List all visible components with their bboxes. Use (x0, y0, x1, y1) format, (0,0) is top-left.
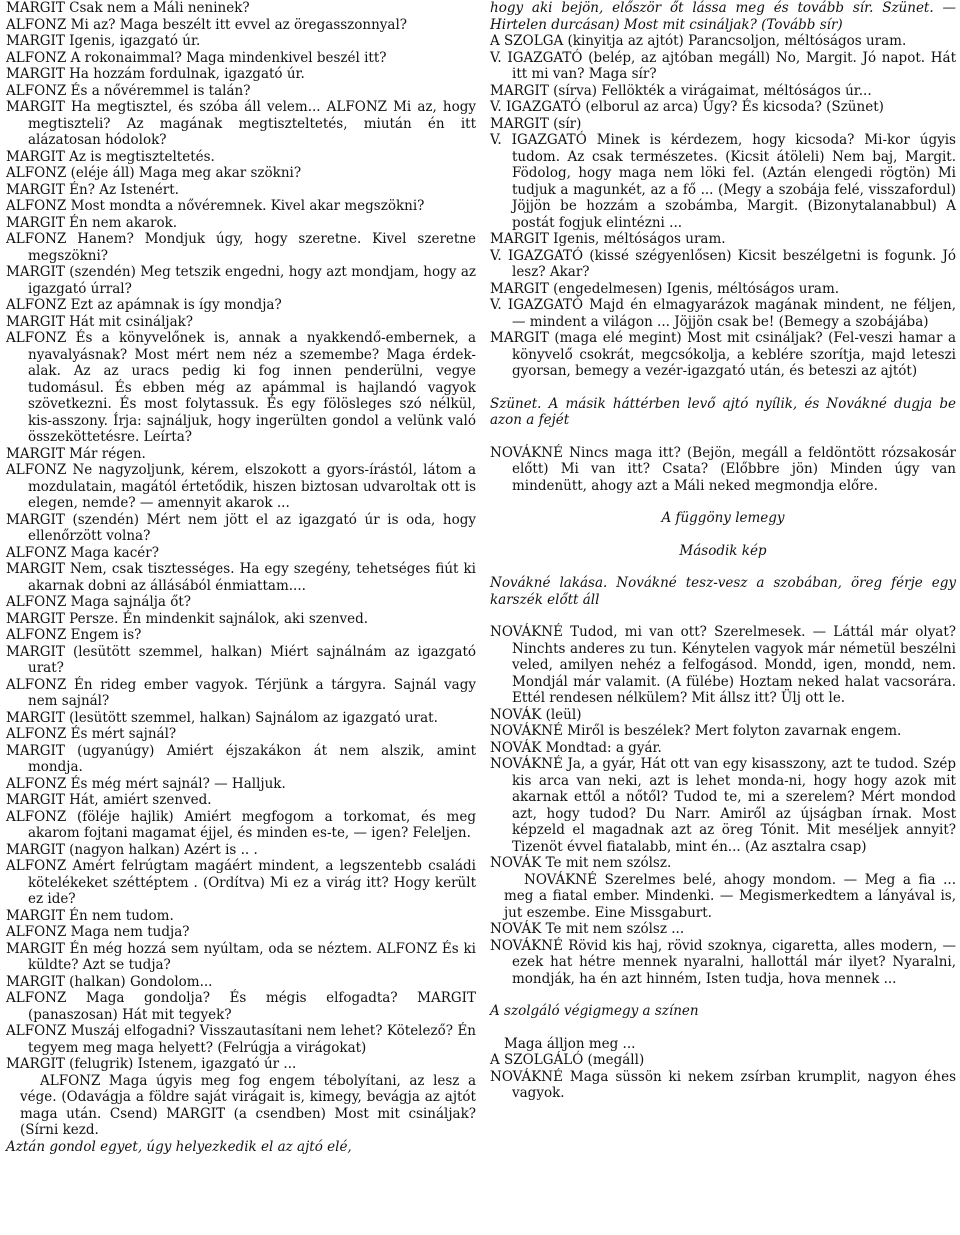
line: ALFONZ Ne nagyzoljunk, kérem, elszokott a gyors-írástól, látom a mozdulatain, magától értetődik, hiszen biztosan udvaroltak ott is elegen, nemde? — amennyit akarok ... (6, 462, 476, 511)
line: MARGIT (nagyon halkan) Azért is .. . (6, 841, 258, 858)
line: hogy aki bejön, először őt lássa meg és tovább sír. Szünet. — Hirtelen durcásan) Most mit csináljak? (Tovább sír) (490, 0, 956, 33)
line: ALFONZ Engem is? (6, 627, 142, 643)
line: MARGIT Csak nem a Máli neninek? (6, 0, 250, 16)
line: Maga álljon meg ... (504, 1035, 636, 1052)
line: NOVÁKNÉ Nincs maga itt? (Bejön, megáll a feldöntött rózsakosár előtt) Mi van itt? Csata? (Előbbre jön) Minden úgy van mindenütt, ahogy azt a Máli neked megmondja előre. (490, 444, 956, 494)
line: ALFONZ És a könyvelőnek is, annak a nyakkendő-embernek, a nyavalyásnak? Most mért nem néz a szemembe? Maga érdek-alak. Az az uracs pedig ki fog innen penderülni, vegye tudomásul. És ebben még az apámmal is hajlandó vagyok szövetkezni. És most folytassuk. És egy fölösleges szó nélkül, kis-asszony. Írja: sajnáljuk, hogy ingerülten gondol a velünk való összeköttetésre. Leírta? (6, 330, 476, 445)
line: MARGIT (szendén) Meg tetszik engedni, hogy azt mondjam, hogy az igazgató úrral? (6, 264, 476, 297)
line: NOVÁK Te mit nem szólsz ... (490, 921, 685, 937)
line: MARGIT (ugyanúgy) Amiért éjszakákon át nem alszik, amint mondja. (6, 742, 476, 775)
line: MARGIT Persze. Én mindenkit sajnálok, aki szenved. (6, 610, 369, 627)
stage-direction: Szünet. A másik háttérben levő ajtó nyílik, és Novákné dugja be azon a fejét (490, 395, 956, 428)
line: ALFONZ És a nővéremmel is talán? (6, 82, 251, 99)
line: ALFONZ Maga sajnálja őt? (6, 594, 192, 610)
line: ALFONZ És mért sajnál? (6, 726, 177, 742)
line: MARGIT Ha hozzám fordulnak, igazgató úr. (6, 66, 305, 82)
left-column (6, 0, 476, 1155)
line: A SZOLGA (kinyitja az ajtót) Parancsoljon, méltóságos uram. (490, 33, 907, 49)
line: MARGIT (maga elé megint) Most mit csináljak? (Fel-veszi hamar a könyvelő csokrát, megcsókolja, a keblére szorítja, majd leteszi gyorsan, bemegy a vezér-igazgató után, és beteszi az ajtót) (490, 330, 956, 379)
line: V. IGAZGATÓ Minek is kérdezem, hogy kicsoda? Mi-kor úgyis tudom. Az csak természetes. (Kicsit átöleli) Nem baj, Margit. Födolog, hogy maga nem löki fel. (Aztán elengedi rögtön) Mi tudjuk a magunkét, az a fő ... (Megy a szobája felé, visszafordul) Jöjjön be hozzám a szobámba, Margit. (Bizonytalanabbul) A postát fogjuk elintézni ... (490, 132, 956, 231)
line: ALFONZ A rokonaimmal? Maga mindenkivel beszél itt? (6, 49, 387, 66)
line: ALFONZ Most mondta a nővéremnek. Kivel akar megszökni? (6, 198, 425, 214)
line: MARGIT Én? Az Istenért. (6, 181, 179, 198)
line: MARGIT (szendén) Mért nem jött el az igazgató úr is oda, hogy ellenőrzött volna? (6, 511, 476, 544)
line: MARGIT Én még hozzá sem nyúltam, oda se néztem. ALFONZ És ki küldte? Azt se tudja? (6, 940, 476, 973)
line: MARGIT (lesütött szemmel, halkan) Sajnálom az igazgató urat. (6, 709, 438, 726)
line: Aztán gondol egyet, úgy helyezkedik el az ajtó elé, (6, 1138, 352, 1155)
line: NOVÁKNÉ Rövid kis haj, rövid szoknya, cigaretta, alles modern, — ezek hat hétre mennek nyaralni, hallottál már ilyet? Nyaralni, mondják, ha én azt hinném, Isten tudja, hova mennek ... (490, 937, 956, 987)
line: MARGIT Igenis, méltóságos uram. (490, 231, 726, 247)
line: ALFONZ Maga gondolja? És mégis elfogadta? MARGIT (panaszosan) Hát mit tegyek? (6, 990, 476, 1023)
line: ALFONZ Maga nem tudja? (6, 924, 190, 940)
line: ALFONZ Én rideg ember vagyok. Térjünk a tárgyra. Sajnál vagy nem sajnál? (6, 676, 476, 709)
line: MARGIT Én nem tudom. (6, 907, 174, 924)
line: NOVÁK (leül) (490, 706, 582, 723)
line: ALFONZ Hanem? Mondjuk úgy, hogy szeretne. Kivel szeretne megszökni? (6, 231, 476, 264)
line: ALFONZ Amért felrúgtam magáért mindent, a legszentebb családi kötelékeket széttéptem . (Ordítva) Mi ez a virág itt? Hogy került ez ide? (6, 858, 476, 907)
line: ALFONZ Maga kacér? (6, 544, 159, 561)
line: MARGIT (sír) (490, 115, 582, 132)
line: NOVÁKNÉ Tudod, mi van ott? Szerelmesek. — Láttál már olyat? Ninchts anderes zu tun. Kénytelen vagyok már németül beszélni veled, amilyen nehéz a felfogásod. Mondd, igen, mondd, nem. Mondjál már valamit. (A fülébe) Hoztam neked halat vacsorára. Ettél rendesen nélkülem? Mit állsz itt? Ülj ott le. (490, 624, 956, 706)
line: MARGIT Már régen. (6, 445, 146, 462)
line: ALFONZ Mi az? Maga beszélt itt evvel az öregasszonnyal? (6, 16, 408, 33)
line: ALFONZ Muszáj elfogadni? Visszautasítani nem lehet? Kötelező? Én tegyem meg maga helyett? (Felrúgja a virágokat) (6, 1023, 476, 1056)
line: A SZOLGÁLÓ (megáll) (490, 1052, 645, 1068)
line: ALFONZ (eléje áll) Maga meg akar szökni? (6, 165, 302, 181)
line: V. IGAZGATÓ (kissé szégyenlősen) Kicsit beszélgetni is fogunk. Jó lesz? Akar? (490, 247, 956, 280)
line: MARGIT Igenis, igazgató úr. (6, 33, 201, 49)
line: ALFONZ (föléje hajlik) Amiért megfogom a torkomat, és meg akarom fojtani magamat éjjel, és minden es-te, — igen? Feleljen. (6, 808, 476, 841)
stage-direction: Novákné lakása. Novákné tesz-vesz a szobában, öreg férje egy karszék előtt áll (490, 575, 956, 608)
line: NOVÁKNÉ Maga süssön ki nekem zsírban krumplit, nagyon éhes vagyok. (490, 1068, 956, 1101)
scene-heading: Második kép (679, 542, 767, 559)
line: MARGIT (lesütött szemmel, halkan) Miért sajnálnám az igazgató urat? (6, 643, 476, 676)
line: MARGIT Ha megtisztel, és szóba áll velem... ALFONZ Mi az, hogy megtiszteli? Az magának megtiszteltetés, miután én itt alázatosan hódolok? (6, 99, 476, 148)
line: MARGIT Hát, amiért szenved. (6, 792, 212, 808)
line: MARGIT (sírva) Fellökték a virágaimat, méltóságos úr... (490, 82, 872, 99)
line: MARGIT (halkan) Gondolom... (6, 973, 213, 990)
line: NOVÁKNÉ Ja, a gyár, Hát ott van egy kisasszony, azt te tudod. Szép kis arca van neki, azt is lehet monda-ni, hogy hogy azok mit akarnak ettől a nőtől? Tudod te, mi a szerelem? Mért mondod azt, hogy tudod? Du Narr. Amiről az újságban írnak. Most képzeld el magadnak azt az öreg Tónit. Mit meséljek annyit? Tizenöt évvel fiatalabb, mint én... (Az asztalra csap) (490, 756, 956, 855)
line: V. IGAZGATÓ (elborul az arca) Úgy? És kicsoda? (Szünet) (490, 99, 884, 115)
line: MARGIT (felugrik) Istenem, igazgató úr ... (6, 1056, 297, 1072)
line: MARGIT Az is megtiszteltetés. (6, 148, 215, 165)
line: NOVÁK Mondtad: a gyár. (490, 739, 662, 756)
line: ALFONZ És még mért sajnál? — Halljuk. (6, 775, 286, 792)
line: ALFONZ Maga úgyis meg fog engem tébolyítani, az lesz a vége. (Odavágja a földre saját virágait is, kimegy, bevágja az ajtót maga után. Csend) MARGIT (a csendben) Most mit csináljak? (Sírni kezd. (20, 1072, 476, 1138)
curtain-direction: A függöny lemegy (661, 510, 785, 526)
stage-direction: A szolgáló végigmegy a színen (490, 1003, 699, 1019)
line: NOVÁK Te mit nem szólsz. (490, 855, 672, 871)
line: MARGIT Nem, csak tisztességes. Ha egy szegény, tehetséges fiút ki akarnak dobni az állásából énmiattam.... (6, 561, 476, 594)
line: V. IGAZGATÓ (belép, az ajtóban megáll) No, Margit. Jó napot. Hát itt mi van? Maga sír? (490, 49, 956, 82)
line: MARGIT Hát mit csináljak? (6, 313, 194, 330)
line: MARGIT Én nem akarok. (6, 214, 178, 231)
line: MARGIT (engedelmesen) Igenis, méltóságos uram. (490, 280, 840, 297)
line: NOVÁKNÉ Miről is beszélek? Mert folyton zavarnak engem. (490, 723, 902, 739)
line: ALFONZ Ezt az apámnak is így mondja? (6, 297, 282, 313)
line: NOVÁKNÉ Szerelmes belé, ahogy mondom. — Meg a fia ... meg a fiatal ember. Mindenki. — Megismerkedtem a lányával is, jut eszembe. Eine Missgaburt. (504, 871, 956, 921)
right-column (490, 0, 956, 1102)
line: V. IGAZGATÓ Majd én elmagyarázok magának mindent, ne féljen, — mindent a világon ... Jöjjön csak be! (Bemegy a szobájába) (490, 297, 956, 330)
